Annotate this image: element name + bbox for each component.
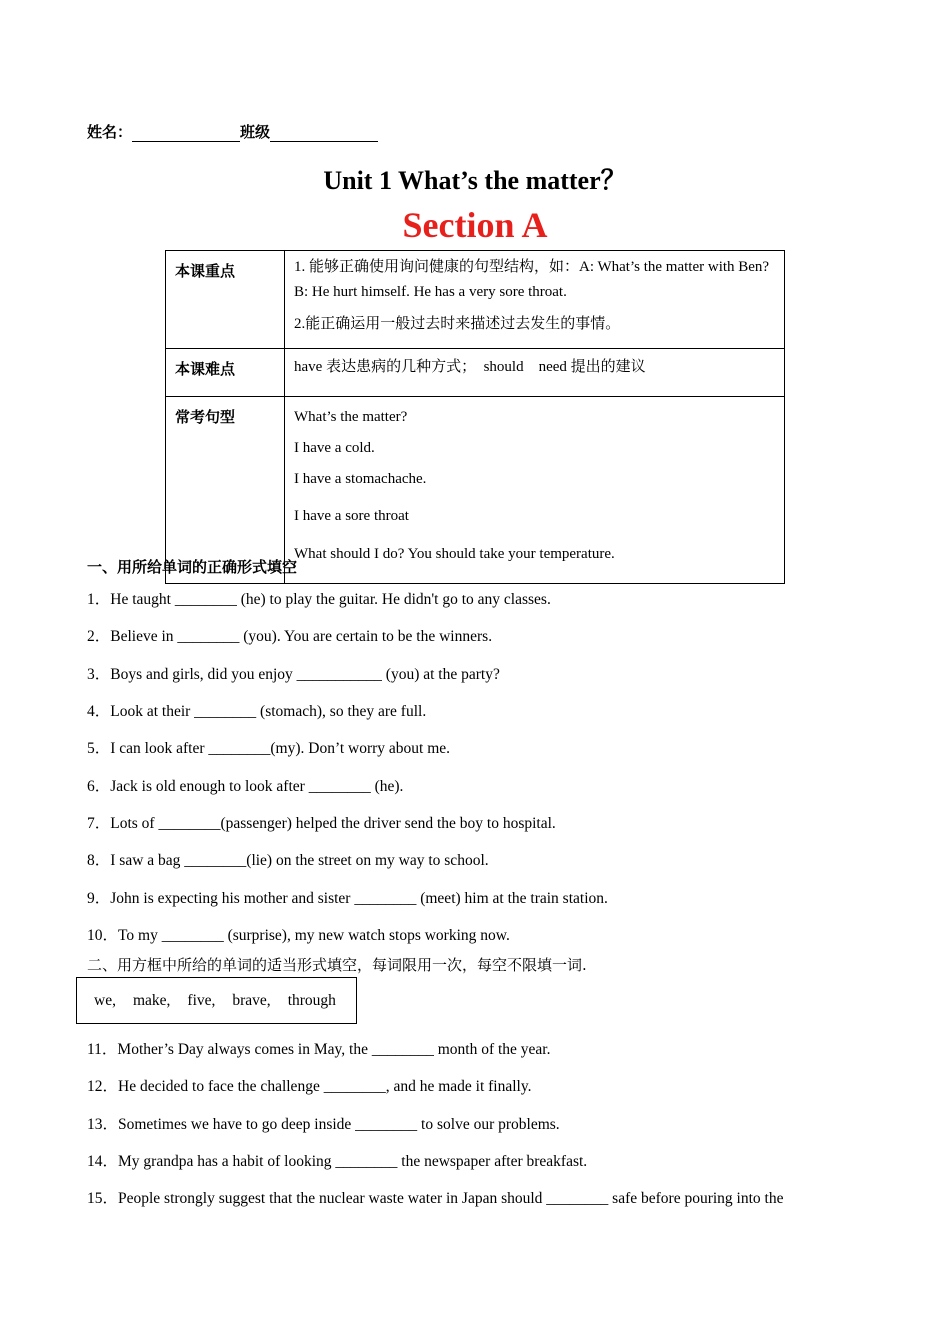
pattern-4: I have a sore throat: [294, 508, 409, 524]
word-bank-item: five,: [187, 991, 216, 1009]
sentence-patterns-label: 常考句型: [166, 397, 285, 584]
question-11: 11．Mother’s Day always comes in May, the ________ month of the year.: [87, 1041, 551, 1058]
pattern-3: I have a stomachache.: [294, 471, 427, 487]
word-bank-box: [76, 977, 357, 1024]
key-points-content: [285, 251, 785, 349]
key-point-1: 1. 能够正确使用询问健康的句型结构，如：A: What’s the matter with Ben? B: He hurt himself. He has a very sore throat.: [294, 259, 770, 300]
word-bank-item: make,: [132, 991, 171, 1009]
question-10: 10．To my ________ (surprise), my new watch stops working now.: [87, 927, 510, 944]
word-bank-item: through: [287, 991, 336, 1009]
question-1: 1．He taught ________ (he) to play the guitar. He didn't go to any classes.: [87, 591, 551, 608]
table-row-key-points: [166, 251, 785, 349]
question-7: 7．Lots of ________(passenger) helped the driver send the boy to hospital.: [87, 815, 556, 832]
name-blank: [132, 125, 240, 142]
name-label: 姓名：: [87, 123, 133, 141]
question-14: 14．My grandpa has a habit of looking ________ the newspaper after breakfast.: [87, 1153, 588, 1170]
question-15: 15．People strongly suggest that the nuclear waste water in Japan should ________ safe before pouring into the: [87, 1190, 784, 1207]
question-5: 5．I can look after ________(my). Don’t worry about me.: [87, 740, 451, 757]
question-2: 2．Believe in ________ (you). You are certain to be the winners.: [87, 628, 493, 645]
difficulty-1: have 表达患病的几种方式； should need 提出的建议: [294, 359, 646, 375]
part1-heading: 一、用所给单词的正确形式填空: [87, 558, 298, 576]
class-blank: [270, 125, 378, 142]
section-title: Section A: [402, 205, 548, 245]
unit-title: Unit 1 What’s the matter？: [323, 166, 627, 195]
difficulties-label: 本课难点: [166, 349, 285, 397]
question-12: 12．He decided to face the challenge ________, and he made it finally.: [87, 1078, 532, 1095]
lesson-info-table: [165, 250, 785, 584]
table-row-difficulties: [166, 349, 785, 397]
question-9: 9．John is expecting his mother and sister ________ (meet) him at the train station.: [87, 890, 608, 907]
question-6: 6．Jack is old enough to look after ________ (he).: [87, 778, 404, 795]
question-3: 3．Boys and girls, did you enjoy ___________ (you) at the party?: [87, 666, 500, 683]
sentence-patterns-content: [285, 397, 785, 584]
pattern-1: What’s the matter?: [294, 409, 408, 425]
key-points-label: 本课重点: [166, 251, 285, 349]
question-4: 4．Look at their ________ (stomach), so they are full.: [87, 703, 427, 720]
key-point-2: 2.能正确运用一般过去时来描述过去发生的事情。: [294, 316, 621, 332]
pattern-2: I have a cold.: [294, 440, 375, 456]
part2-heading: 二、用方框中所给的单词的适当形式填空，每词限用一次，每空不限填一词.: [87, 956, 587, 974]
word-bank-item: we,: [94, 991, 116, 1009]
question-8: 8．I saw a bag ________(lie) on the street on my way to school.: [87, 852, 489, 869]
question-13: 13．Sometimes we have to go deep inside ________ to solve our problems.: [87, 1116, 560, 1133]
pattern-5: What should I do? You should take your temperature.: [294, 546, 615, 562]
difficulties-content: [285, 349, 785, 397]
word-bank-item: brave,: [232, 991, 271, 1009]
class-label: 班级: [240, 123, 271, 141]
student-info-line: [87, 121, 378, 142]
